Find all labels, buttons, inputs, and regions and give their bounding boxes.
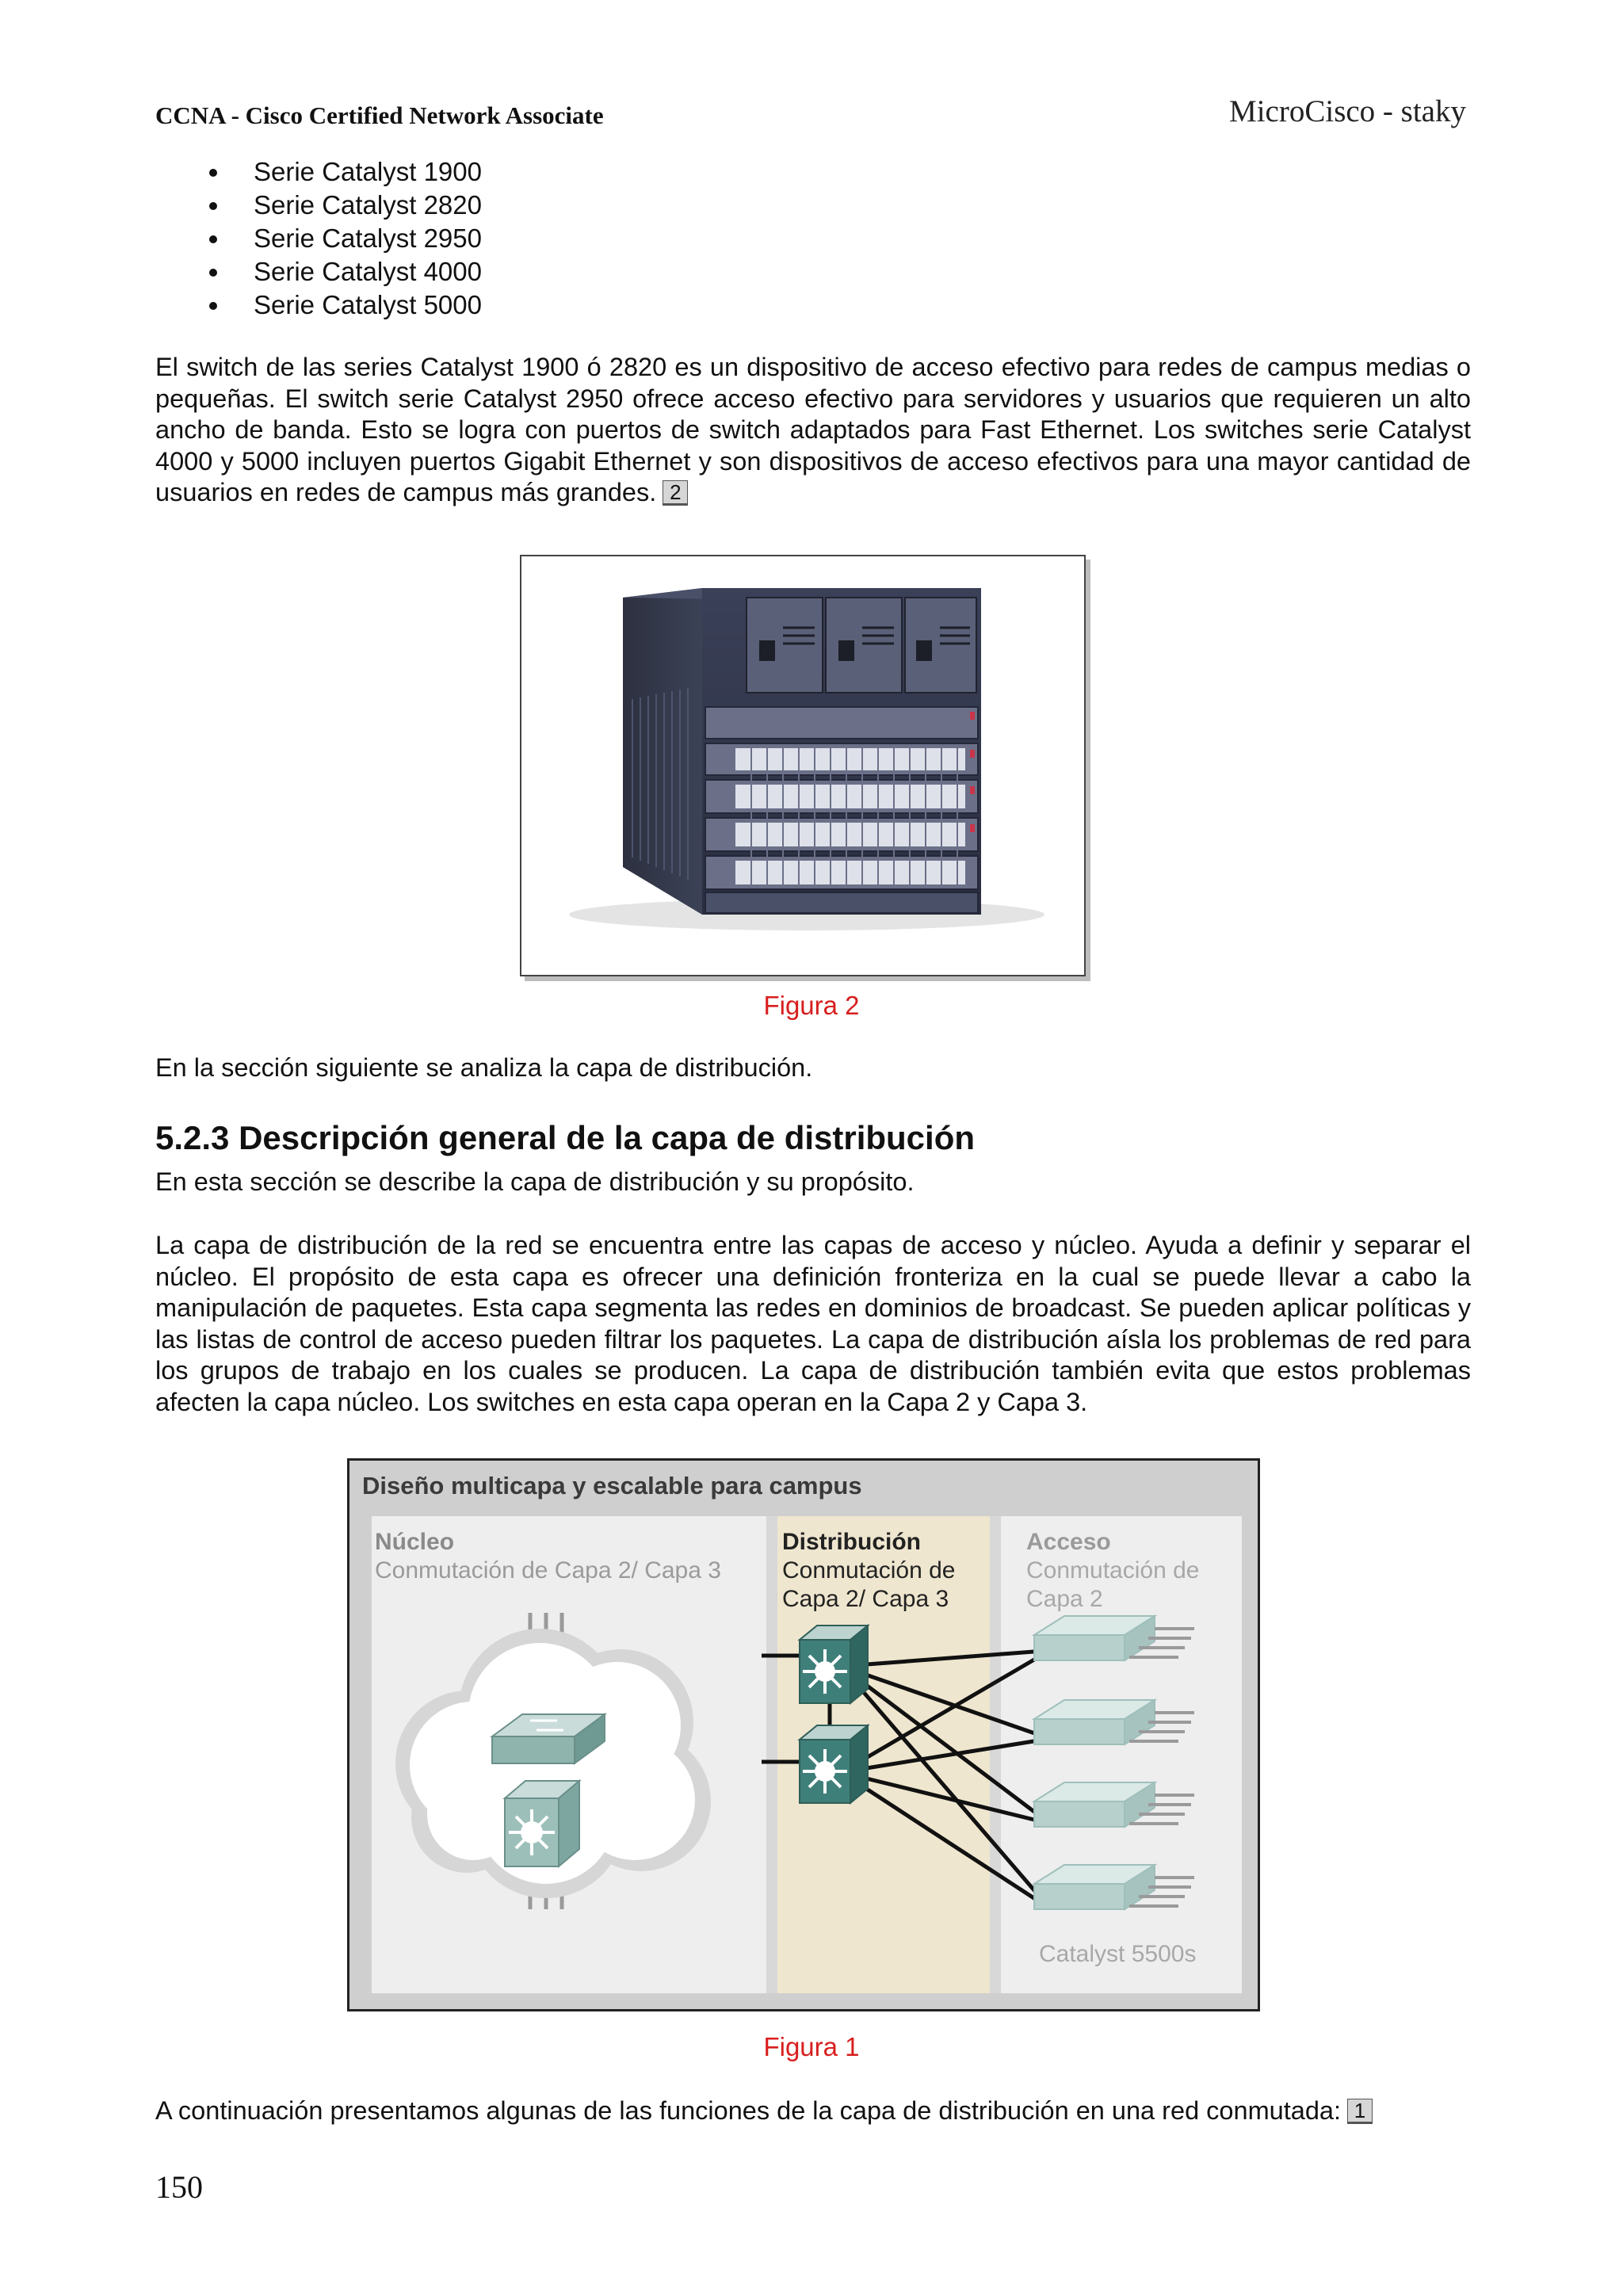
list-item: Serie Catalyst 2820 (155, 189, 482, 222)
distribution-layer-paragraph: La capa de distribución de la red se encuentra entre las capas de acceso y núcleo. Ayuda a definir y separar el núcleo. El propósito de esta capa es ofrecer una definición fronteriza en la cual se puede llevar a cabo la manipulación de paquetes. Esta capa segmenta las redes en dominios de broadcast. Se pueden aplicar políticas y las listas de control de acceso pueden filtrar los paquetes. La capa de distribución aísla los problemas de red para los grupos de trabajo en los cuales se producen. La capa de distribución también evita que estos problemas afecten la capa núcleo. Los switches en esta capa operan en la Capa 2 y Capa 3. (155, 1231, 1471, 1416)
section-intro-paragraph: En esta sección se describe la capa de distribución y su propósito. (155, 1167, 915, 1196)
core-title: Núcleo (375, 1529, 455, 1555)
figure-2-caption: Figura 2 (763, 991, 860, 1020)
distribution-subtitle-line2: Capa 2/ Capa 3 (782, 1586, 949, 1612)
reference-link[interactable]: 2 (663, 480, 688, 506)
page-number: 150 (155, 2169, 203, 2205)
access-title: Acceso (1026, 1529, 1111, 1555)
distribution-subtitle-line1: Conmutación de (782, 1557, 956, 1584)
catalyst-series-list (155, 155, 482, 322)
catalyst-chassis-illustration (521, 556, 1084, 975)
list-item: Serie Catalyst 4000 (155, 255, 482, 288)
list-item: Serie Catalyst 1900 (155, 155, 482, 189)
access-subtitle-line2: Capa 2 (1026, 1586, 1103, 1612)
access-device-label: Catalyst 5500s (1039, 1941, 1197, 1967)
campus-diagram-svg (349, 1461, 1258, 2009)
diagram-title: Diseño multicapa y escalable para campus (362, 1472, 862, 1499)
header-title: CCNA - Cisco Certified Network Associate (155, 101, 604, 129)
list-item: Serie Catalyst 2950 (155, 222, 482, 255)
header-author: MicroCisco - staky (1229, 94, 1466, 128)
bullet-icon (209, 202, 217, 210)
campus-design-diagram (347, 1458, 1260, 2011)
next-section-paragraph: En la sección siguiente se analiza la capa de distribución. (155, 1053, 813, 1082)
figure-1-caption: Figura 1 (763, 2032, 860, 2061)
distribution-title: Distribución (782, 1529, 922, 1555)
section-heading: 5.2.3 Descripción general de la capa de distribución (155, 1119, 976, 1156)
core-multilayer-switch-icon (505, 1781, 579, 1866)
distribution-switch-1-icon (800, 1626, 868, 1703)
access-subtitle-line1: Conmutación de (1026, 1557, 1200, 1584)
functions-intro-paragraph: A continuación presentamos algunas de las funciones de la capa de distribución en una red conmutada: 1 (155, 2095, 1471, 2127)
bullet-icon (209, 269, 217, 277)
list-item: Serie Catalyst 5000 (155, 288, 482, 322)
core-subtitle: Conmutación de Capa 2/ Capa 3 (375, 1557, 721, 1584)
distribution-switch-2-icon (800, 1725, 868, 1803)
reference-link[interactable]: 1 (1347, 2099, 1373, 2124)
bullet-icon (209, 169, 217, 177)
catalyst-paragraph: El switch de las series Catalyst 1900 ó 2820 es un dispositivo de acceso efectivo para redes de campus medias o pequeñas. El switch serie Catalyst 2950 ofrece acceso efectivo para servidores y usuarios que requieren un alto ancho de banda. Esto se logra con puertos de switch adaptados para Fast Ethernet. Los switches serie Catalyst 4000 y 5000 incluyen puertos Gigabit Ethernet y son dispositivos de acceso efectivos para una mayor cantidad de usuarios en redes de campus más grandes. 2 (155, 353, 1471, 506)
bullet-icon (209, 302, 217, 310)
bullet-icon (209, 235, 217, 243)
catalyst-switch-photo (520, 555, 1086, 976)
